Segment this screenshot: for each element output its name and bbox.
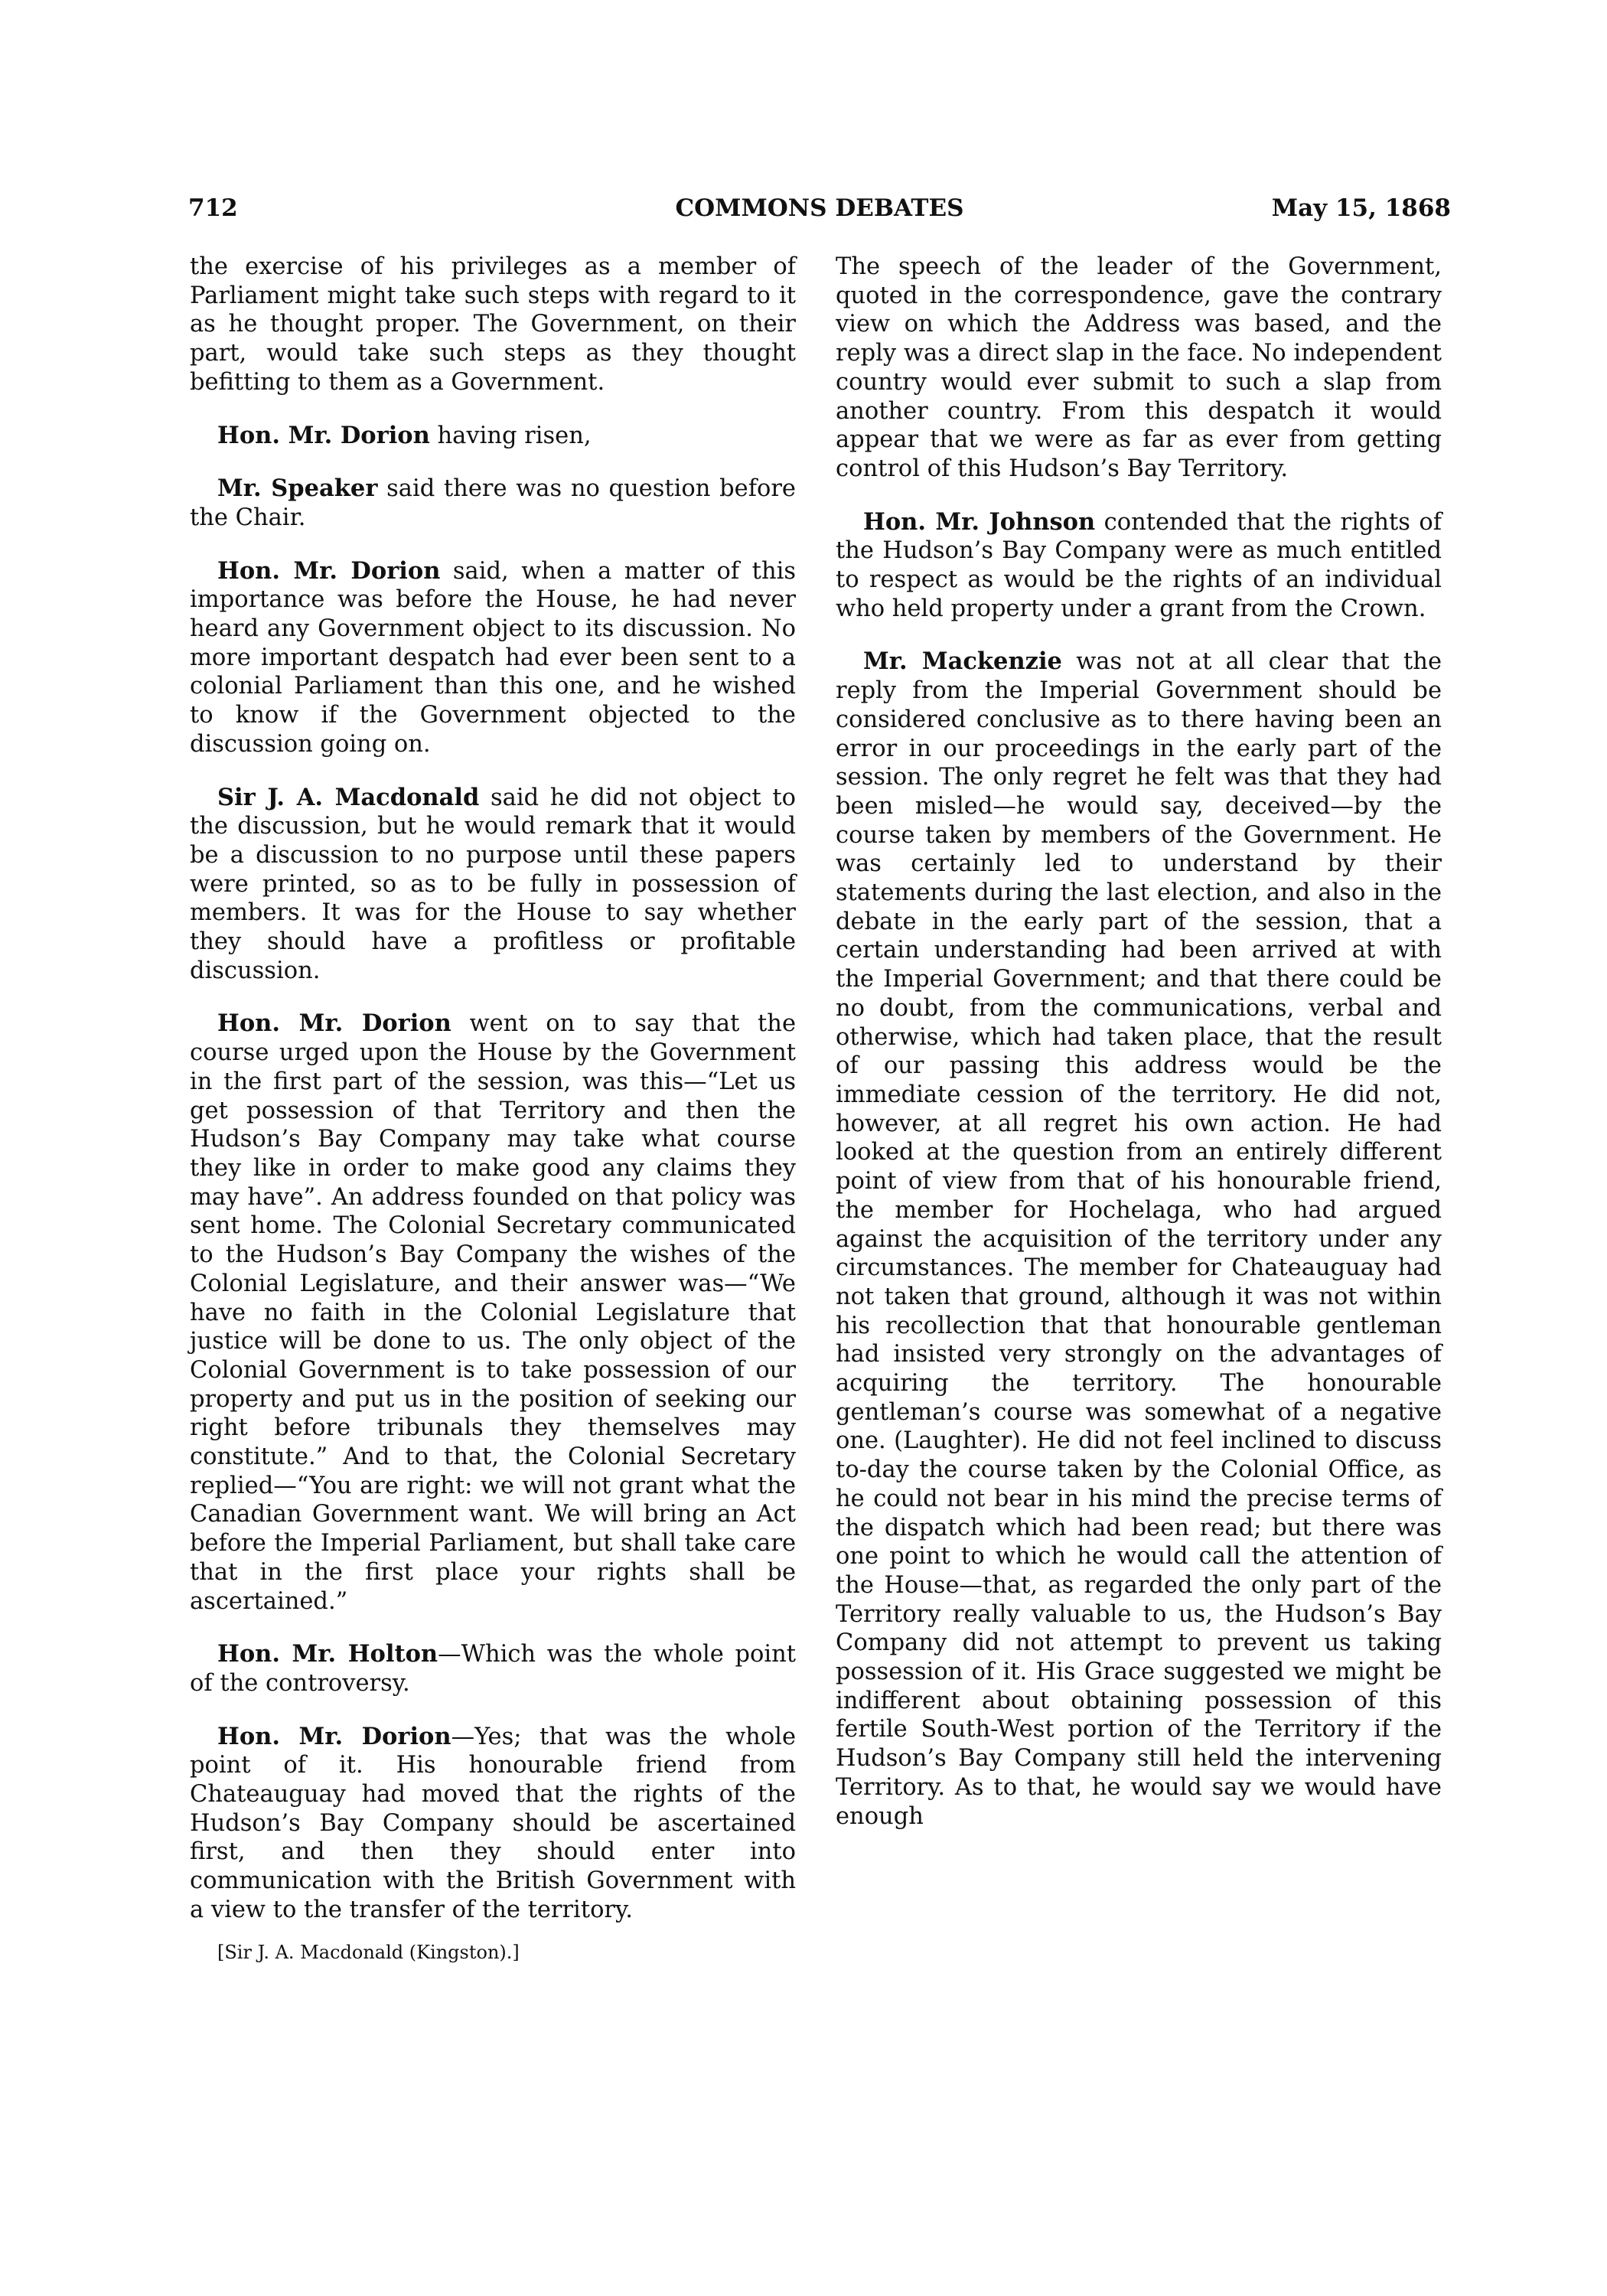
speaker-name: Hon. Mr. Dorion <box>217 556 441 585</box>
paragraph <box>190 1640 796 1698</box>
paragraph-text: said, when a matter of this importance was before the House, he had never heard any Government object to its discussion. No more important despatch had ever been sent to a colonial Parliament than this one, and he wished to know if the Government objected to the discussion going on. <box>190 557 796 758</box>
paragraph-text: having risen, <box>429 422 592 449</box>
page-date: May 15, 1868 <box>1271 194 1451 222</box>
paragraph <box>190 1009 796 1616</box>
paragraph <box>836 647 1442 1831</box>
left-column <box>190 253 796 1967</box>
paragraph-text: contended that the rights of the Hudson’s Bay Company were as much entitled to respect as would be the rights of an individual who held property under a grant from the Crown. <box>836 508 1442 622</box>
speaker-name: Hon. Mr. Dorion <box>217 1722 451 1750</box>
paragraph <box>190 1723 796 1925</box>
paragraph-text: said there was no question before the Chair. <box>190 475 796 531</box>
paragraph-text: the exercise of his privileges as a member of Parliament might take such steps with regard to it as he thought proper. The Government, on their part, would take such steps as they thought befitting to them as a Government. <box>190 253 796 396</box>
paragraph <box>190 784 796 986</box>
paragraph <box>190 475 796 532</box>
paragraph-text: went on to say that the course urged upon the House by the Government in the first part of the session, was this—“Let us get possession of that Territory and then the Hudson’s Bay Company may take what course they like in order to make good any claims they may have”. An address founded on that policy was sent home. The Colonial Secretary communicated to the Hudson’s Bay Company the wishes of the Colonial Legislature, and their answer was—“We have no faith in the Colonial Legislature that justice will be done to us. The only object of the Colonial Government is to take possession of our property and put us in the position of seeking our right before tribunals they themselves may constitute.” And to that, the Colonial Secretary replied—“You are right: we will not grant what the Canadian Government want. We will bring an Act before the Imperial Parliament, but shall take care that in the first place your rights shall be ascertained.” <box>190 1010 796 1615</box>
paragraph <box>190 422 796 451</box>
speaker-name: Hon. Mr. Johnson <box>863 507 1096 536</box>
paragraph-text: said he did not object to the discussion, but he would remark that it would be a discussion to no purpose until these papers were printed, so as to be fully in possession of members. It was for the House to say whether they should have a profitless or profitable discussion. <box>190 784 796 984</box>
speaker-name: Hon. Mr. Dorion <box>217 421 430 449</box>
paragraph-text: was not at all clear that the reply from the Imperial Government should be considered conclusive as to there having been an error in our proceedings in the early part of the session. The only regret he felt was that they had been misled—he would say, deceived—by the course taken by members of the Government. He was certainly led to understand by their statements during the last election, and also in the debate in the early part of the session, that a certain understanding had been arrived at with the Imperial Government; and that there could be no doubt, from the communications, verbal and otherwise, which had taken place, that the result of our passing this address would be the immediate cession of the territory. He did not, however, at all regret his own action. He had looked at the question from an entirely different point of view from that of his honourable friend, the member for Hochelaga, who had argued against the acquisition of the territory under any circumstances. The member for Chateauguay had not taken that ground, although it was not within his recollection that that honourable gentleman had insisted very strongly on the advantages of acquiring the territory. The honourable gentleman’s course was somewhat of a negative one. (Laughter). He did not feel inclined to discuss to-day the course taken by the Colonial Office, as he could not bear in his mind the precise terms of the dispatch which had been read; but there was one point to which he would call the attention of the House—that, as regarded the only part of the Territory really valuable to us, the Hudson’s Bay Company did not attempt to prevent us taking possession of it. His Grace suggested we might be indifferent about obtaining possession of this fertile South-West portion of the Territory if the Hudson’s Bay Company still held the intervening Territory. As to that, he would say we would have enough <box>836 648 1442 1830</box>
speaker-name: Hon. Mr. Holton <box>217 1640 438 1668</box>
paragraph-text: —Which was the whole point of the controversy. <box>190 1641 796 1697</box>
paragraph-text: The speech of the leader of the Government, quoted in the correspondence, gave the contrary view on which the Address was based, and the reply was a direct slap in the face. No independent country would ever submit to such a slap from another country. From this despatch it would appear that we were as far as ever from getting control of this Hudson’s Bay Territory. <box>836 253 1442 482</box>
right-column <box>836 253 1442 1855</box>
speaker-name: Mr. Speaker <box>217 475 378 503</box>
speaker-name: Sir J. A. Macdonald <box>217 783 480 811</box>
speaker-name: Hon. Mr. Dorion <box>217 1009 451 1038</box>
footer-note: [Sir J. A. Macdonald (Kingston).] <box>217 1941 520 1963</box>
speaker-name: Mr. Mackenzie <box>863 647 1062 676</box>
page-header <box>188 190 1451 228</box>
paragraph <box>836 253 1442 484</box>
paragraph <box>190 557 796 759</box>
page-number: 712 <box>188 194 238 222</box>
publication-title: COMMONS DEBATES <box>675 194 964 222</box>
paragraph-text: —Yes; that was the whole point of it. His honourable friend from Chateauguay had moved that the rights of the Hudson’s Bay Company should be ascertained first, and then they should enter into communication with the British Government with a view to the transfer of the territory. <box>190 1723 796 1923</box>
paragraph <box>836 508 1442 624</box>
paragraph <box>190 253 796 397</box>
